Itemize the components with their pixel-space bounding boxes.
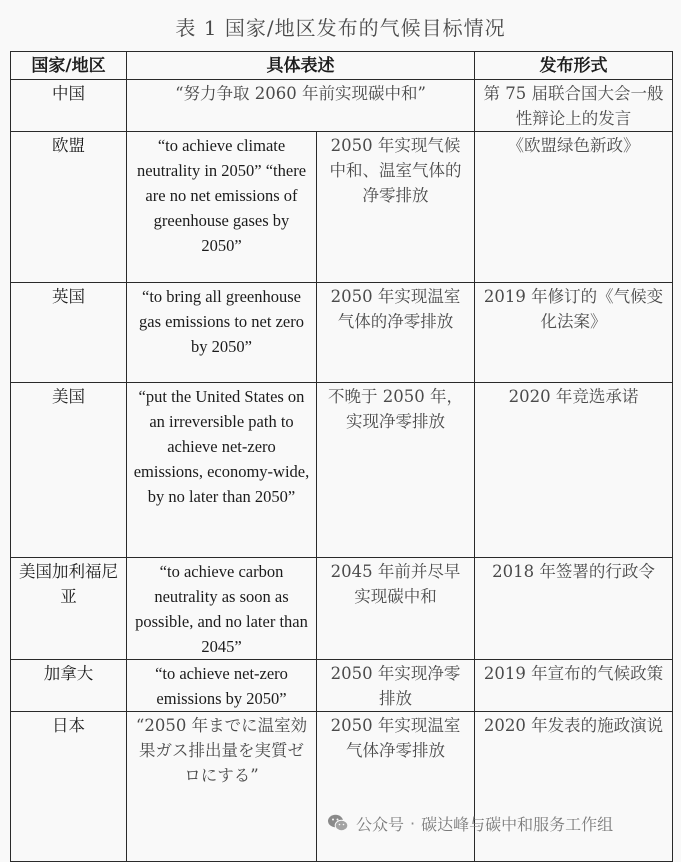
form-cell: 2018 年签署的行政令 [475, 558, 673, 660]
form-cell: 第 75 届联合国大会一般性辩论上的发言 [475, 80, 673, 132]
statement-en-cell: “put the United States on an irreversible path to achieve net-zero emissions, economy-wide, by no later than 2050” [127, 383, 317, 558]
watermark-separator: · [410, 813, 416, 833]
table-row [11, 660, 673, 712]
statement-en-cell: “to bring all greenhouse gas emissions to net zero by 2050” [127, 283, 317, 383]
form-cell: 2019 年修订的《气候变化法案》 [475, 283, 673, 383]
climate-targets-table [10, 51, 673, 862]
country-cell: 欧盟 [11, 132, 127, 283]
statement-cell: “努力争取 2060 年前实现碳中和” [127, 80, 475, 132]
wechat-icon [326, 811, 350, 835]
statement-zh-cell: 2050 年实现净零排放 [317, 660, 475, 712]
statement-zh-cell: 2045 年前并尽早实现碳中和 [317, 558, 475, 660]
form-cell: 2020 年竞选承诺 [475, 383, 673, 558]
statement-en-cell: “to achieve carbon neutrality as soon as possible, and no later than 2045” [127, 558, 317, 660]
statement-jp-cell: “2050 年までに温室効果ガス排出量を実質ゼロにする” [127, 712, 317, 862]
table-row [11, 132, 673, 283]
form-cell: 2020 年发表的施政演说 [475, 712, 673, 862]
wechat-watermark [326, 808, 666, 838]
form-cell: 《欧盟绿色新政》 [475, 132, 673, 283]
country-cell: 英国 [11, 283, 127, 383]
header-country: 国家/地区 [11, 52, 127, 80]
statement-zh-cell: 2050 年实现气候中和、温室气体的净零排放 [317, 132, 475, 283]
table-caption: 表 1 国家/地区发布的气候目标情况 [175, 16, 506, 40]
statement-zh-cell: 不晚于 2050 年，实现净零排放 [317, 383, 475, 558]
country-cell: 中国 [11, 80, 127, 132]
statement-zh-cell: 2050 年实现温室气体的净零排放 [317, 283, 475, 383]
country-cell: 美国加利福尼亚 [11, 558, 127, 660]
header-form: 发布形式 [475, 52, 673, 80]
table-row [11, 80, 673, 132]
watermark-label: 公众号 [356, 814, 405, 834]
country-cell: 日本 [11, 712, 127, 862]
table-row [11, 383, 673, 558]
country-cell: 加拿大 [11, 660, 127, 712]
table-row [11, 558, 673, 660]
watermark-account: 碳达峰与碳中和服务工作组 [421, 814, 614, 834]
table-row [11, 283, 673, 383]
statement-zh-cell: 2050 年实现温室气体净零排放 [317, 712, 475, 862]
header-row [11, 52, 673, 80]
statement-en-cell: “to achieve climate neutrality in 2050” “there are no net emissions of greenhouse gases by 2050” [127, 132, 317, 283]
header-statement: 具体表述 [127, 52, 475, 80]
form-cell: 2019 年宣布的气候政策 [475, 660, 673, 712]
statement-en-cell: “to achieve net-zero emissions by 2050” [127, 660, 317, 712]
table-row [11, 712, 673, 862]
country-cell: 美国 [11, 383, 127, 558]
